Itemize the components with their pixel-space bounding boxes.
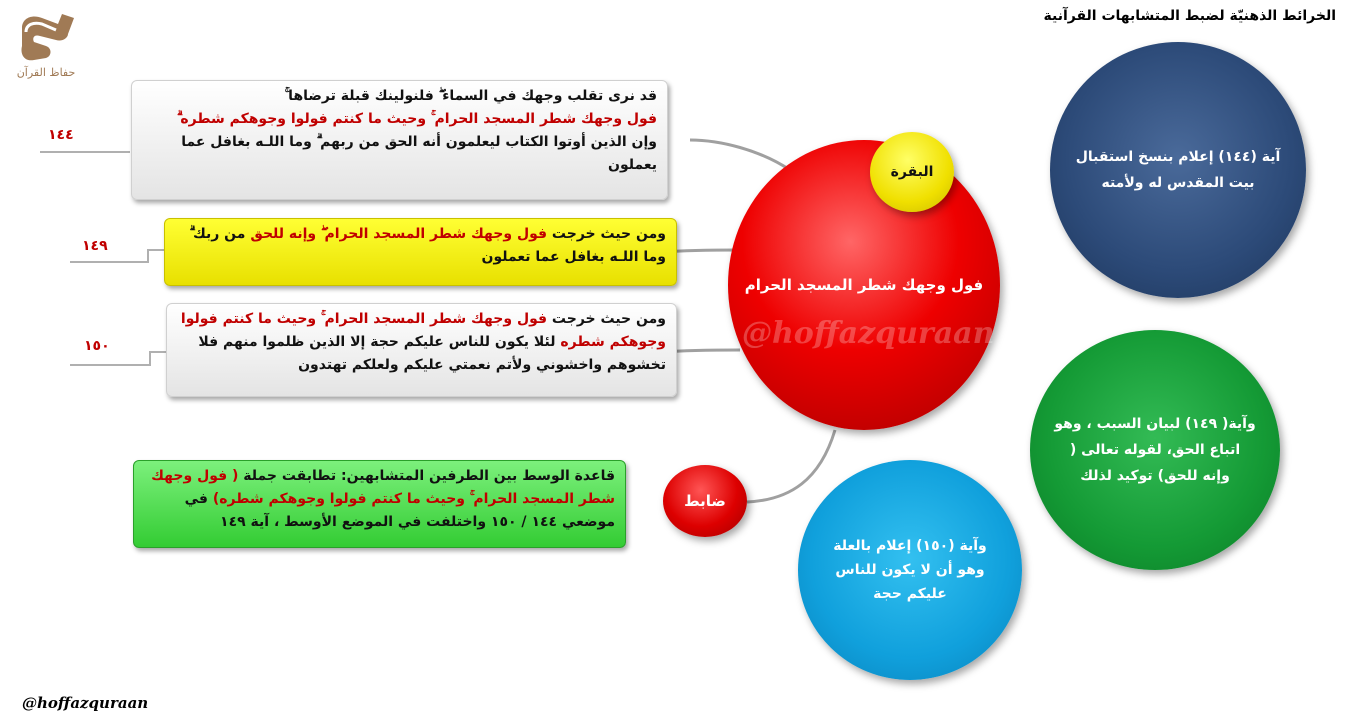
note-144-node [1050,42,1306,298]
verse-box-144 [131,80,668,200]
note-149-text: وآية( ١٤٩) لبيان السبب ، وهو اتباع الحق، لقوله تعالى ( وإنه للحق) توكيد لذلك [1054,416,1256,484]
verse-144-rest: وإن الذين أوتوا الكتاب ليعلمون أنه الحق من ربهم ۗ وما اللـه بغافل عما يعملون [181,134,657,173]
page-title: الخرائط الذهنيّة لضبط المتشابهات القرآنية [1043,8,1336,24]
verse-149-text: ومن حيث خرجت [547,226,666,242]
verse-box-150 [166,303,677,397]
verse-150-highlight: فول وجهك شطر المسجد الحرام ۚ وحيث ما كنتم فولوا وجوهكم شطره [180,311,666,350]
verse-number-144: ١٤٤ [48,127,74,143]
logo-caption: حفاظ القرآن [16,66,76,79]
verse-144-text: قد نرى تقلب وجهك في السماء ۖ فلنولينك قبلة ترضاها ۚ [284,88,657,104]
dabit-label: ضابط [684,492,726,510]
note-150-text: وآية (١٥٠) إعلام بالعلة وهو أن لا يكون للناس عليكم حجة [833,538,987,602]
rule-rest: في موضعي ١٤٤ / ١٥٠ واختلفت في الموضع الأوسط ، آية ١٤٩ [184,491,615,530]
rule-text: قاعدة الوسط بين الطرفين المتشابهين: تطابقت جملة [238,468,615,484]
verse-144-highlight: فول وجهك شطر المسجد الحرام ۚ وحيث ما كنتم فولوا وجوهكم شطره ۗ [176,111,657,127]
verse-number-149: ١٤٩ [82,238,108,254]
note-150-node [798,460,1022,680]
rule-highlight: ( فول وجهك شطر المسجد الحرام ۚ وحيث ما كنتم فولوا وجوهكم شطره) [151,468,615,507]
center-label: فول وجهك شطر المسجد الحرام [744,276,984,294]
footer-handle: @hoffazquraan [22,694,149,712]
rule-box [133,460,626,548]
verse-149-rest: من ربك ۗ وما اللـه بغافل عما تعملون [189,226,666,265]
center-node [728,140,1000,430]
verse-150-rest: لئلا يكون للناس عليكم حجة إلا الذين ظلموا منهم فلا تخشوهم واخشوني ولأتم نعمتي عليكم ولعلكم تهتدون [198,334,666,373]
surah-label: البقرة [890,164,934,180]
note-144-text: آية (١٤٤) إعلام بنسخ استقبال بيت المقدس له ولأمته [1075,149,1281,191]
connector-dabit [747,430,835,502]
verse-149-highlight: فول وجهك شطر المسجد الحرام ۖ وإنه للحق [250,226,548,242]
dabit-node [663,465,747,537]
verse-number-150: ١٥٠ [84,338,110,354]
watermark: @hoffazquraan [742,316,995,351]
verse-box-149 [164,218,677,286]
note-149-node [1030,330,1280,570]
verse-150-text: ومن حيث خرجت [547,311,666,327]
connector-144 [690,140,790,170]
surah-node [870,132,954,212]
